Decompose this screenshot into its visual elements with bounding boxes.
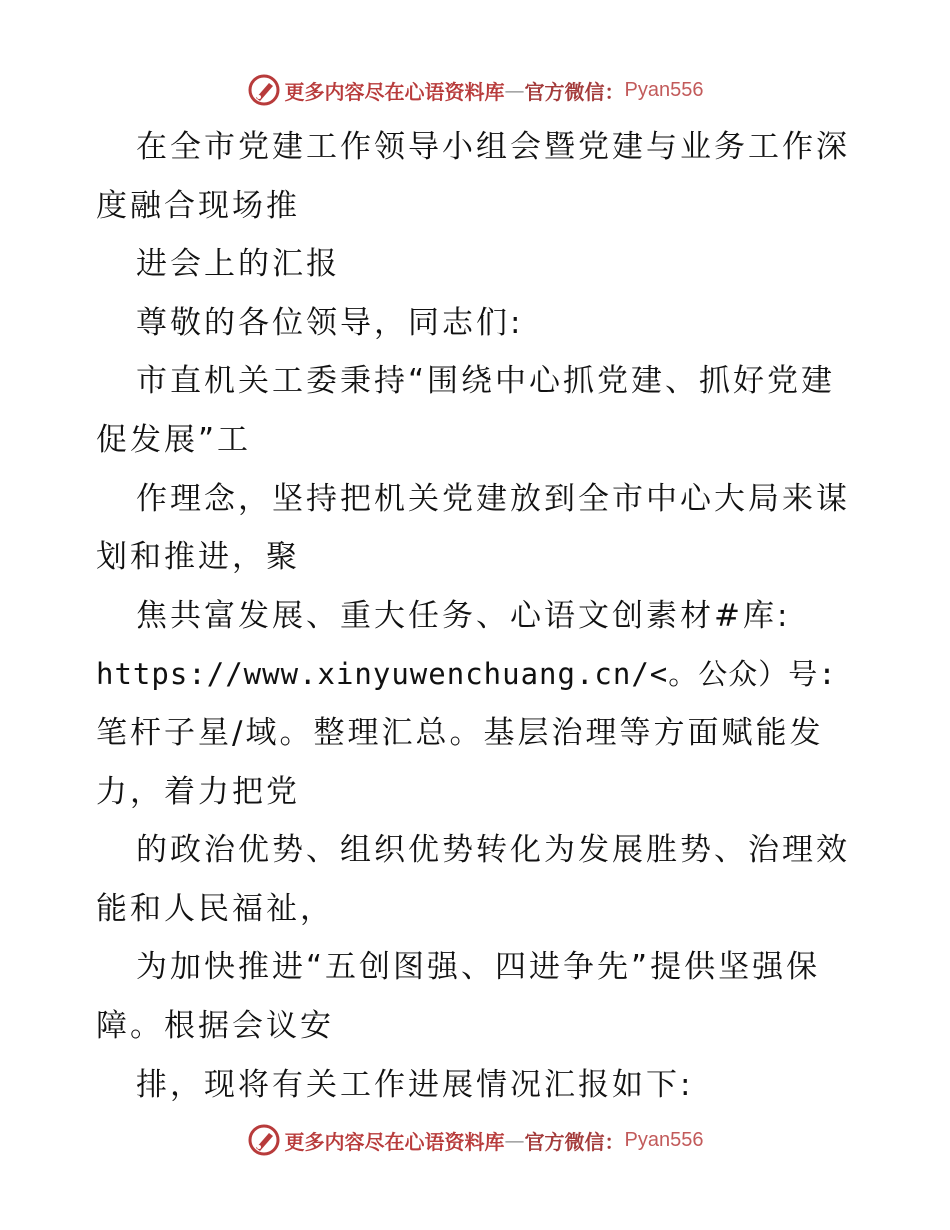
banner-dash: —: [504, 78, 525, 102]
banner-official-label: 官方微信：: [524, 79, 625, 104]
text-line: 的政治优势、组织优势转化为发展胜势、治理效: [136, 832, 850, 869]
text-line: 市直机关工委秉持“围绕中心抓党建、抓好党建: [136, 363, 836, 400]
text-line: 进会上的汇报: [136, 246, 340, 283]
url-text-line: https://www.xinyuwenchuang.cn/<。公众）号:: [96, 657, 837, 692]
text-line: 障。根据会议安: [96, 1007, 334, 1044]
document-body: [96, 118, 856, 1114]
banner-main-text: 更多内容尽在心语资料库: [284, 79, 505, 104]
header-banner: [0, 70, 950, 110]
banner-wechat-id: Pyan556: [624, 1128, 704, 1151]
banner-dash: —: [504, 1128, 525, 1152]
pen-circle-logo-icon: [247, 73, 281, 107]
text-line: 划和推进，聚: [96, 539, 300, 576]
text-line: 度融合现场推: [96, 187, 300, 224]
text-line: 能和人民福祉，: [96, 890, 334, 927]
text-line: 焦共富发展、重大任务、心语文创素材#库:: [136, 597, 791, 634]
text-line: 尊敬的各位领导，同志们:: [136, 304, 524, 341]
banner-main-text: 更多内容尽在心语资料库: [284, 1129, 505, 1154]
pen-circle-logo-icon: [247, 1123, 281, 1157]
footer-banner: [0, 1120, 950, 1160]
banner-official-label: 官方微信：: [524, 1129, 625, 1154]
text-line: 为加快推进“五创图强、四进争先”提供坚强保: [136, 949, 821, 986]
text-line: 促发展”工: [96, 421, 252, 458]
banner-wechat-id: Pyan556: [624, 78, 704, 101]
text-line: 在全市党建工作领导小组会暨党建与业务工作深: [136, 129, 850, 165]
text-line: 排，现将有关工作进展情况汇报如下:: [136, 1066, 694, 1103]
text-line: 作理念，坚持把机关党建放到全市中心大局来谋: [136, 480, 850, 517]
text-line: 力，着力把党: [96, 773, 300, 810]
text-line: 笔杆子星/域。整理汇总。基层治理等方面赋能发: [96, 714, 824, 751]
